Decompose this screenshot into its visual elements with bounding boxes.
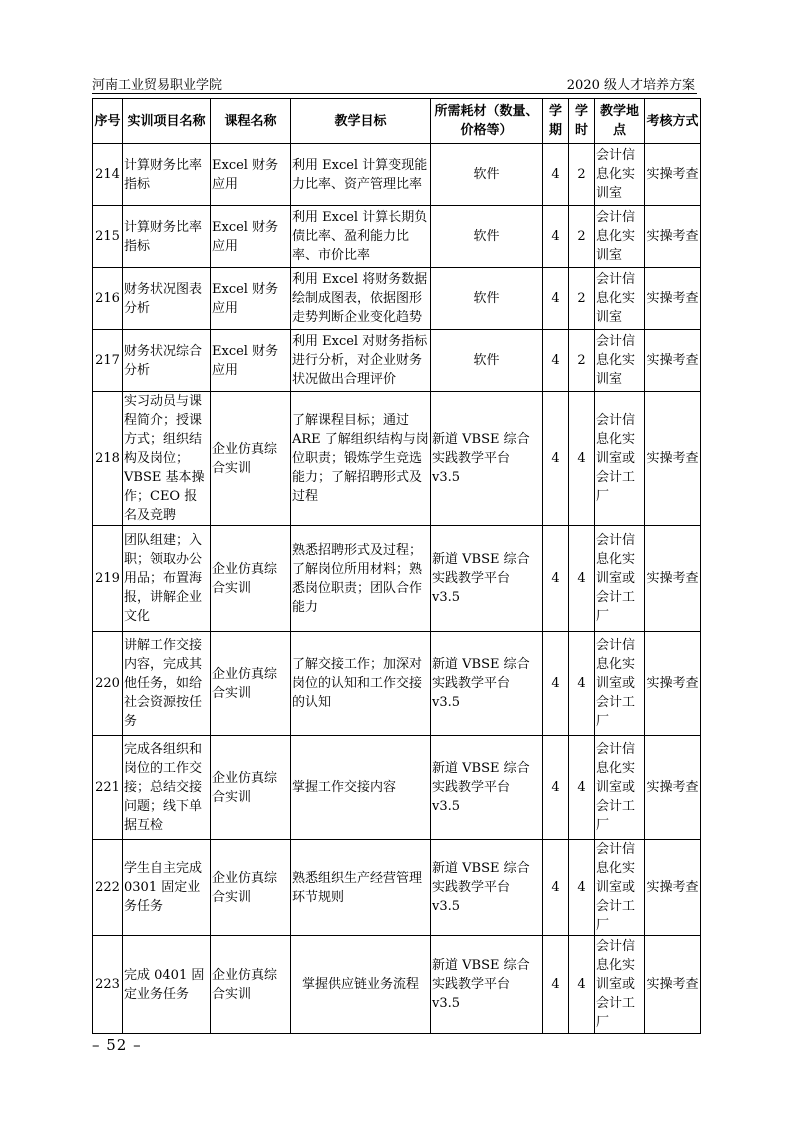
cell-course: 企业仿真综合实训: [211, 840, 291, 936]
cell-project: 学生自主完成 0301 固定业务任务: [123, 840, 211, 936]
cell-project: 完成各组织和岗位的工作交接；总结交接问题；线下单据互检: [123, 736, 211, 840]
cell-term: 4: [543, 392, 569, 526]
cell-course: Excel 财务应用: [211, 268, 291, 330]
header-place: 教学地点: [595, 99, 645, 144]
cell-place: 会计信息化实训室: [595, 330, 645, 392]
table-header-row: [93, 99, 701, 144]
table-row: [93, 936, 701, 1034]
cell-goal: 了解课程目标；通过 ARE 了解组织结构与岗位职责；锻炼学生竞选能力；了解招聘形式及过程: [291, 392, 431, 526]
page-number: – 52 –: [92, 1036, 142, 1054]
cell-course: 企业仿真综合实训: [211, 632, 291, 736]
cell-no: 223: [93, 936, 123, 1034]
cell-hours: 2: [569, 144, 595, 206]
cell-project: 团队组建；入职；领取办公用品；布置海报，讲解企业文化: [123, 526, 211, 632]
cell-term: 4: [543, 632, 569, 736]
cell-goal: 利用 Excel 计算变现能力比率、资产管理比率: [291, 144, 431, 206]
cell-hours: 2: [569, 206, 595, 268]
cell-term: 4: [543, 268, 569, 330]
cell-course: Excel 财务应用: [211, 206, 291, 268]
header-school: 河南工业贸易职业学院: [92, 78, 223, 93]
cell-hours: 4: [569, 392, 595, 526]
table-row: [93, 268, 701, 330]
cell-project: 完成 0401 固定业务任务: [123, 936, 211, 1034]
cell-assess: 实操考查: [645, 736, 701, 840]
cell-assess: 实操考查: [645, 268, 701, 330]
table-row: [93, 206, 701, 268]
header-goal: 教学目标: [291, 99, 431, 144]
cell-goal: 利用 Excel 对财务指标进行分析，对企业财务状况做出合理评价: [291, 330, 431, 392]
cell-assess: 实操考查: [645, 206, 701, 268]
cell-assess: 实操考查: [645, 330, 701, 392]
cell-no: 219: [93, 526, 123, 632]
cell-hours: 4: [569, 526, 595, 632]
cell-material: 新道 VBSE 综合实践教学平台 v3.5: [431, 526, 543, 632]
cell-no: 220: [93, 632, 123, 736]
cell-place: 会计信息化实训室: [595, 268, 645, 330]
cell-course: 企业仿真综合实训: [211, 526, 291, 632]
cell-term: 4: [543, 330, 569, 392]
cell-place: 会计信息化实训室或会计工厂: [595, 392, 645, 526]
cell-material: 软件: [431, 144, 543, 206]
header-assess: 考核方式: [645, 99, 701, 144]
cell-course: Excel 财务应用: [211, 144, 291, 206]
cell-goal: 熟悉组织生产经营管理环节规则: [291, 840, 431, 936]
cell-assess: 实操考查: [645, 392, 701, 526]
cell-course: 企业仿真综合实训: [211, 936, 291, 1034]
cell-goal: 掌握供应链业务流程: [291, 936, 431, 1034]
cell-project: 实习动员与课程简介；授课方式；组织结构及岗位；VBSE 基本操作；CEO 报名及竞聘: [123, 392, 211, 526]
cell-no: 221: [93, 736, 123, 840]
header-project: 实训项目名称: [123, 99, 211, 144]
cell-term: 4: [543, 936, 569, 1034]
cell-material: 新道 VBSE 综合实践教学平台 v3.5: [431, 936, 543, 1034]
cell-material: 新道 VBSE 综合实践教学平台 v3.5: [431, 736, 543, 840]
cell-project: 财务状况综合分析: [123, 330, 211, 392]
cell-hours: 4: [569, 632, 595, 736]
cell-material: 新道 VBSE 综合实践教学平台 v3.5: [431, 840, 543, 936]
header-plan: 2020 级人才培养方案: [566, 78, 695, 93]
cell-term: 4: [543, 206, 569, 268]
table-row: [93, 330, 701, 392]
cell-assess: 实操考查: [645, 144, 701, 206]
cell-goal: 了解交接工作；加深对岗位的认知和工作交接的认知: [291, 632, 431, 736]
cell-material: 软件: [431, 268, 543, 330]
cell-no: 214: [93, 144, 123, 206]
table-row: [93, 144, 701, 206]
cell-place: 会计信息化实训室或会计工厂: [595, 936, 645, 1034]
cell-hours: 2: [569, 268, 595, 330]
cell-assess: 实操考查: [645, 632, 701, 736]
cell-place: 会计信息化实训室或会计工厂: [595, 632, 645, 736]
cell-assess: 实操考查: [645, 526, 701, 632]
cell-assess: 实操考查: [645, 840, 701, 936]
cell-no: 215: [93, 206, 123, 268]
cell-no: 217: [93, 330, 123, 392]
cell-hours: 2: [569, 330, 595, 392]
header-term: 学期: [543, 99, 569, 144]
table-row: [93, 392, 701, 526]
cell-course: Excel 财务应用: [211, 330, 291, 392]
cell-term: 4: [543, 144, 569, 206]
cell-goal: 利用 Excel 将财务数据绘制成图表，依据图形走势判断企业变化趋势: [291, 268, 431, 330]
header-hours: 学时: [569, 99, 595, 144]
cell-term: 4: [543, 840, 569, 936]
header-rule: [92, 93, 697, 94]
cell-project: 讲解工作交接内容，完成其他任务，如给社会资源按任务: [123, 632, 211, 736]
cell-hours: 4: [569, 936, 595, 1034]
cell-place: 会计信息化实训室或会计工厂: [595, 840, 645, 936]
cell-term: 4: [543, 736, 569, 840]
cell-goal: 掌握工作交接内容: [291, 736, 431, 840]
table-row: [93, 736, 701, 840]
cell-material: 新道 VBSE 综合实践教学平台 v3.5: [431, 632, 543, 736]
table-row: [93, 526, 701, 632]
header-material: 所需耗材（数量、价格等）: [431, 99, 543, 144]
cell-place: 会计信息化实训室或会计工厂: [595, 526, 645, 632]
cell-no: 222: [93, 840, 123, 936]
cell-goal: 利用 Excel 计算长期负债比率、盈利能力比率、市价比率: [291, 206, 431, 268]
training-table: [92, 98, 701, 1034]
cell-no: 218: [93, 392, 123, 526]
cell-project: 计算财务比率指标: [123, 144, 211, 206]
header-course: 课程名称: [211, 99, 291, 144]
cell-place: 会计信息化实训室: [595, 144, 645, 206]
cell-material: 软件: [431, 206, 543, 268]
cell-material: 软件: [431, 330, 543, 392]
cell-hours: 4: [569, 840, 595, 936]
cell-hours: 4: [569, 736, 595, 840]
cell-assess: 实操考查: [645, 936, 701, 1034]
cell-no: 216: [93, 268, 123, 330]
cell-course: 企业仿真综合实训: [211, 736, 291, 840]
cell-goal: 熟悉招聘形式及过程；了解岗位所用材料；熟悉岗位职责；团队合作能力: [291, 526, 431, 632]
cell-place: 会计信息化实训室: [595, 206, 645, 268]
table-row: [93, 840, 701, 936]
cell-material: 新道 VBSE 综合实践教学平台 v3.5: [431, 392, 543, 526]
header-no: 序号: [93, 99, 123, 144]
cell-place: 会计信息化实训室或会计工厂: [595, 736, 645, 840]
cell-project: 财务状况图表分析: [123, 268, 211, 330]
cell-term: 4: [543, 526, 569, 632]
cell-project: 计算财务比率指标: [123, 206, 211, 268]
table-row: [93, 632, 701, 736]
cell-course: 企业仿真综合实训: [211, 392, 291, 526]
